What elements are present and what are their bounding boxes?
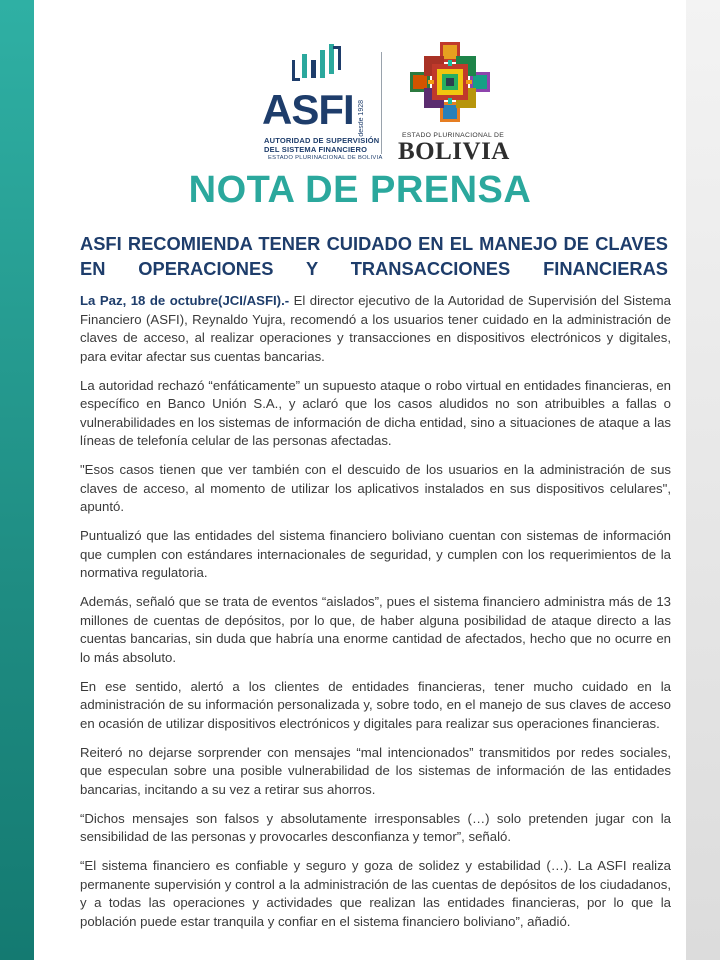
asfi-bars-icon: [291, 42, 343, 88]
paragraph-9: “El sistema financiero es confiable y seguro y goza de solidez y estabilidad (…). La ASFI realiza permanente supervisión y control a la administración de las cuentas de depósitos de los ciudadanos, y a todas las operaciones y actividades que realizan las entidades financieras, por lo que la población puede estar tranquila y confiar en el sistema financiero boliviano”, añadió.: [80, 858, 671, 929]
bolivia-logo: [396, 42, 510, 165]
paragraph-6: En ese sentido, alertó a los clientes de entidades financieras, tener mucho cuidado en la administración de su información personalizada y, sobre todo, en el manejo de sus claves de acceso en ocasión de utilizar dispositivos electrónicos y digitales para realizar sus operaciones financieras.: [80, 678, 671, 731]
dateline: La Paz, 18 de octubre(JCI/ASFI).-: [80, 293, 290, 308]
paragraph-5: Además, señaló que se trata de eventos “aislados”, pues el sistema financiero administra más de 13 millones de cuentas de depósitos, por lo que, de haber alguna posibilidad de ataque directo a las cuentas bancarias, sin duda que habría una enorme cantidad de afectados, hecho que no ocurre en lo más absoluto.: [80, 594, 671, 665]
paragraph-3: "Esos casos tienen que ver también con el descuido de los usuarios en la administración de sus claves de acceso, al momento de utilizar los aplicativos instalados en sus dispositivos celulares", apuntó.: [80, 462, 671, 514]
asfi-wordmark: ASFI: [262, 86, 354, 133]
bolivia-wordmark: BOLIVIA: [398, 138, 510, 165]
bolivia-emblem-icon: [410, 42, 490, 122]
asfi-tagline-2: DEL SISTEMA FINANCIERO: [264, 145, 368, 154]
asfi-tagline-3: ESTADO PLURINACIONAL DE BOLIVIA: [268, 155, 383, 161]
bolivia-state-label: ESTADO PLURINACIONAL DE: [402, 132, 505, 139]
paragraph-2: La autoridad rechazó “enfáticamente” un supuesto ataque o robo virtual en entidades financieras, en específico en Banco Unión S.A., y aclaró que los casos aludidos no son atribuibles a fallas o vulnerabilidades en los sistemas de información de dicha entidad, sino a situaciones de ataque a las líneas de telefonía celular de las personas afectadas.: [80, 377, 671, 448]
logo-divider: [381, 52, 382, 154]
paragraph-1-text: El director ejecutivo de la Autoridad de Supervisión del Sistema Financiero (ASFI), Reynaldo Yujra, recomendó a los usuarios tener cuidado en la administración de claves de acceso, al realizar operaciones y transacciones en dispositivos electrónicos y digitales, para evitar afectar sus cuentas bancarias.: [80, 293, 671, 364]
asfi-since-label: desde 1928: [358, 100, 365, 137]
paragraph-4: Puntualizó que las entidades del sistema financiero boliviano cuentan con sistemas de información que cumplen con estándares internacionales de seguridad, y cumplen con los requerimientos de la normativa regulatoria.: [80, 528, 671, 580]
paragraph-1: [80, 292, 671, 366]
paragraph-7: Reiteró no dejarse sorprender con mensajes “mal intencionados” transmitidos por redes sociales, que especulan sobre una posible vulnerabilidad de los sistemas de información de las entidades bancarias, incitando a su vez a retirar sus ahorros.: [80, 744, 671, 797]
asfi-tagline-1: AUTORIDAD DE SUPERVISIÓN: [264, 136, 380, 145]
paragraph-8: “Dichos mensajes son falsos y absolutamente irresponsables (…) solo pretenden jugar con la sensibilidad de las personas y provocarles desconfianza y temor”, señaló.: [80, 810, 671, 844]
right-accent-band: [686, 0, 720, 960]
article-body: [80, 292, 671, 942]
asfi-logo: [262, 42, 383, 161]
headline: ASFI RECOMIENDA TENER CUIDADO EN EL MANEJO DE CLAVES EN OPERACIONES Y TRANSACCIONES FINANCIERAS: [80, 233, 668, 279]
left-accent-band: [0, 0, 34, 960]
page-title: NOTA DE PRENSA: [188, 169, 532, 211]
